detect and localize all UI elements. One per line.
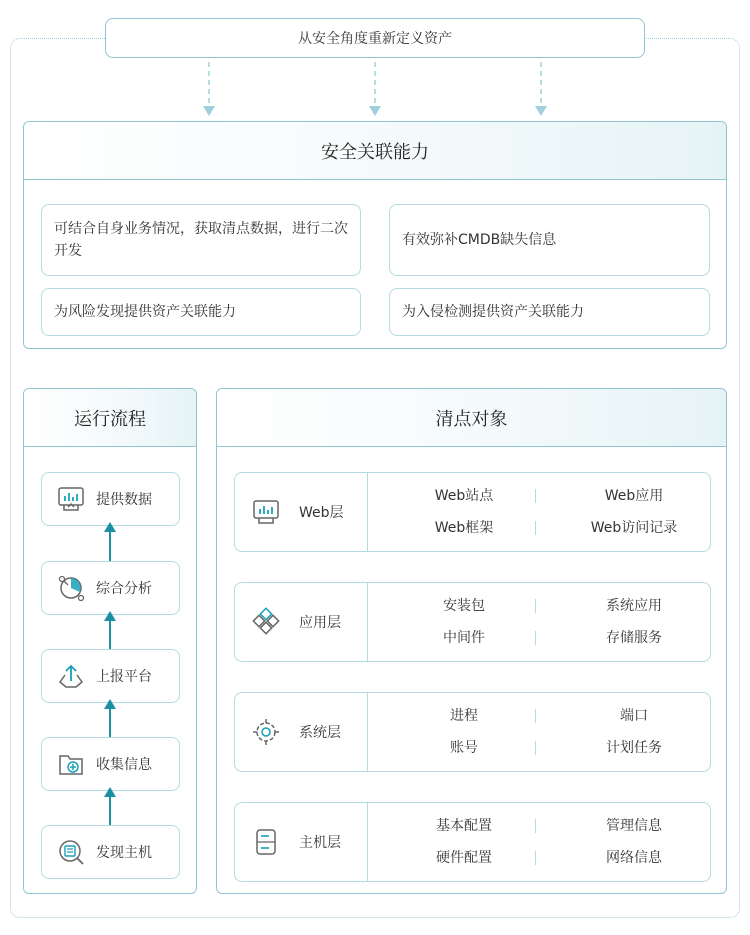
layer-item: 存储服务 xyxy=(606,630,662,646)
layer-item: 账号 xyxy=(450,740,478,756)
divider xyxy=(535,709,536,723)
divider xyxy=(535,521,536,535)
capability-item-text: 为风险发现提供资产关联能力 xyxy=(54,304,236,320)
layer-header xyxy=(235,583,368,661)
step-analysis xyxy=(41,561,180,615)
capability-item xyxy=(41,288,361,336)
divider xyxy=(535,741,536,755)
step-label: 综合分析 xyxy=(96,581,152,597)
divider xyxy=(535,851,536,865)
layer-item: Web站点 xyxy=(434,488,494,504)
divider xyxy=(535,631,536,645)
layer-header xyxy=(235,693,368,771)
layer-item: 网络信息 xyxy=(606,850,662,866)
layer-item: 管理信息 xyxy=(606,818,662,834)
top-banner xyxy=(105,18,645,58)
layer-item: 中间件 xyxy=(443,630,485,646)
layer-item: Web框架 xyxy=(434,520,494,536)
step-label: 上报平台 xyxy=(96,669,152,685)
layer-name: 主机层 xyxy=(299,835,341,851)
layer-item: 端口 xyxy=(620,708,648,724)
layer-header xyxy=(235,803,368,881)
layer-item: 安装包 xyxy=(443,598,485,614)
step-report xyxy=(41,649,180,703)
up-arrow-icon xyxy=(104,699,116,739)
divider xyxy=(535,599,536,613)
layer-item: 计划任务 xyxy=(606,740,662,756)
layer-name: 系统层 xyxy=(299,725,341,741)
capability-title-text: 安全关联能力 xyxy=(321,141,429,163)
objects-title xyxy=(217,389,726,447)
step-label: 收集信息 xyxy=(96,757,152,773)
down-arrow-icon xyxy=(368,62,382,118)
web-layer-icon xyxy=(251,498,281,526)
host-layer-icon xyxy=(251,827,281,857)
capability-item-text: 可结合自身业务情况，获取清点数据，进行二次开发 xyxy=(54,221,348,259)
layer-items xyxy=(368,583,710,661)
capability-item xyxy=(389,288,710,336)
layer-item: 硬件配置 xyxy=(436,850,492,866)
collect-folder-icon xyxy=(56,749,86,779)
layer-items xyxy=(368,693,710,771)
divider xyxy=(535,489,536,503)
system-layer-icon xyxy=(251,717,281,747)
step-provide-data xyxy=(41,472,180,526)
layer-item: 进程 xyxy=(450,708,478,724)
capability-item-text: 有效弥补CMDB缺失信息 xyxy=(402,232,557,248)
upload-icon xyxy=(56,661,86,691)
layer-header xyxy=(235,473,368,551)
capability-item xyxy=(389,204,710,276)
layer-web xyxy=(234,472,711,552)
step-label: 提供数据 xyxy=(96,492,152,508)
process-title-text: 运行流程 xyxy=(74,408,146,430)
step-collect xyxy=(41,737,180,791)
capability-item xyxy=(41,204,361,276)
capability-item-text: 为入侵检测提供资产关联能力 xyxy=(402,304,584,320)
banner-label: 从安全角度重新定义资产 xyxy=(298,31,452,47)
layer-items xyxy=(368,473,710,551)
layer-items xyxy=(368,803,710,881)
layer-item: Web访问记录 xyxy=(590,520,678,536)
divider xyxy=(535,819,536,833)
discover-search-icon xyxy=(56,837,86,867)
step-discover xyxy=(41,825,180,879)
data-chart-icon xyxy=(56,485,86,513)
layer-name: Web层 xyxy=(299,505,344,521)
process-panel xyxy=(23,388,197,894)
down-arrow-icon xyxy=(534,62,548,118)
up-arrow-icon xyxy=(104,787,116,827)
process-title xyxy=(24,389,196,447)
up-arrow-icon xyxy=(104,522,116,562)
objects-panel xyxy=(216,388,727,894)
up-arrow-icon xyxy=(104,611,116,651)
step-label: 发现主机 xyxy=(96,845,152,861)
capability-panel xyxy=(23,121,727,349)
layer-host xyxy=(234,802,711,882)
layer-system xyxy=(234,692,711,772)
layer-name: 应用层 xyxy=(299,615,341,631)
objects-title-text: 清点对象 xyxy=(435,408,508,430)
layer-item: 系统应用 xyxy=(606,598,662,614)
down-arrow-icon xyxy=(202,62,216,118)
capability-title xyxy=(24,122,726,180)
layer-item: Web应用 xyxy=(604,488,664,504)
layer-item: 基本配置 xyxy=(436,818,492,834)
analysis-icon xyxy=(56,573,86,603)
app-layer-icon xyxy=(251,607,281,637)
layer-app xyxy=(234,582,711,662)
